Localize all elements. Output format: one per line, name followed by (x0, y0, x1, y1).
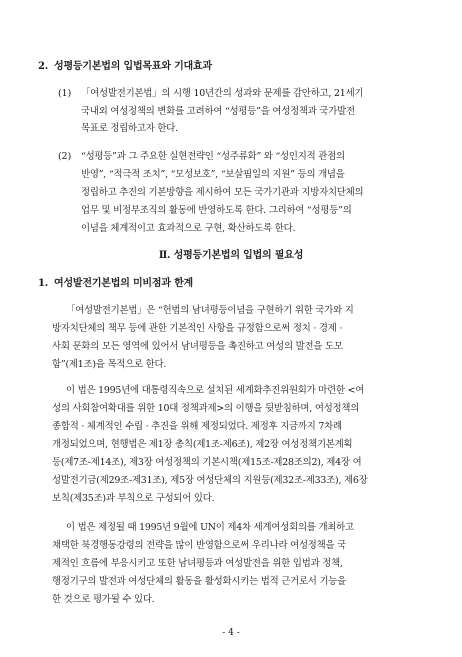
para-3-line-4: 행정기구의 발전과 여성단체의 활동을 활성화시키는 법적 근거로서 기능을 (52, 576, 347, 587)
para-2-line-3: 종합적 · 체계적인 수립 · 추진을 위해 제정되었다. 제정후 지금까지 7차례 (52, 421, 342, 432)
page-number: - 4 - (222, 628, 240, 638)
para-1-line-4: 함”(제1조)을 목적으로 한다. (52, 359, 167, 370)
item-1-line-3: 목표로 정립하고자 한다. (81, 123, 178, 134)
para-2-line-5: 등(제7조-제14조), 제3장 여성정책의 기본시책(제15조-제28조의2), 제4장 여 (52, 457, 362, 468)
section-1-title: 여성발전기본법의 미비점과 한계 (54, 278, 194, 289)
section-1-number: 1. (38, 278, 49, 289)
item-1-label: (1) (58, 88, 72, 99)
item-1-line-2: 국내외 여성정책의 변화를 고려하여 “성평등”을 여성정책과 국가발전 (81, 106, 355, 117)
para-2-line-6: 성발전기금(제29조-제31조), 제5장 여성단체의 지원등(제32조-제33조), 제6장 (52, 475, 368, 486)
para-1-line-3: 사회 문화의 모든 영역에 있어서 남녀평등을 촉진하고 여성의 발전을 도모 (52, 341, 343, 352)
item-2-line-4: 업무 및 비정부조직의 활동에 반영하도록 한다. 그리하여 “성평등”의 (81, 205, 352, 216)
item-1-line-1: 「여성발전기본법」의 시행 10년간의 성과와 문제를 감안하고, 21세기 (81, 88, 364, 99)
para-2-line-4: 개정되었으며, 현행법은 제1장 총칙(제1조-제6조), 제2장 여성정책기본계획 (52, 439, 353, 450)
para-1-line-2: 방자치단체의 책무 등에 관한 기본적인 사항을 규정함으로써 정치 · 경제 · (52, 323, 343, 334)
item-2-line-1: “성평등”과 그 주요한 실현전략인 “성주류화” 와 “성인지적 관점의 (81, 151, 345, 162)
para-3-line-5: 한 것으로 평가될 수 있다. (52, 594, 155, 605)
section-2-title: 성평등기본법의 입법목표와 기대효과 (54, 61, 212, 72)
item-2-line-2: 반영”, “적극적 조치”, “모성보호”, “보살핌일의 지원” 등의 개념을 (81, 169, 345, 180)
para-2-line-2: 성의 사회참여확대를 위한 10대 정책과제>의 이행을 뒷받침하며, 여성정책의 (52, 403, 360, 414)
para-1-line-1: 「여성발전기본법」은 “헌법의 남녀평등이념을 구현하기 위한 국가와 지 (66, 305, 354, 316)
item-2-label: (2) (58, 151, 72, 162)
para-2-line-1: 이 법은 1995년에 대통령직속으로 설치된 세계화추진위원회가 마련한 <여 (66, 385, 365, 396)
chapter-2-title: Ⅱ. 성평등기본법의 입법의 필요성 (158, 250, 304, 261)
item-2-line-5: 이념을 체계적이고 효과적으로 구현, 확산하도록 한다. (81, 223, 296, 234)
para-2-line-7: 보칙(제35조)과 부칙으로 구성되어 있다. (52, 493, 215, 504)
item-2-line-3: 정립하고 추진의 기본방향을 제시하여 모든 국가기관과 지방자치단체의 (81, 187, 364, 198)
para-3-line-3: 제적인 흐름에 부응시키고 또한 남녀평등과 여성발전을 위한 입법과 정책, (52, 558, 343, 569)
para-3-line-2: 채택한 북경행동강령의 전략을 많이 반영함으로써 우리나라 여성정책을 국 (52, 540, 347, 551)
section-2-number: 2. (38, 61, 49, 72)
para-3-line-1: 이 법은 제정될 때 1995년 9월에 UN이 제4차 세계여성회의를 개최하고 (66, 522, 354, 533)
